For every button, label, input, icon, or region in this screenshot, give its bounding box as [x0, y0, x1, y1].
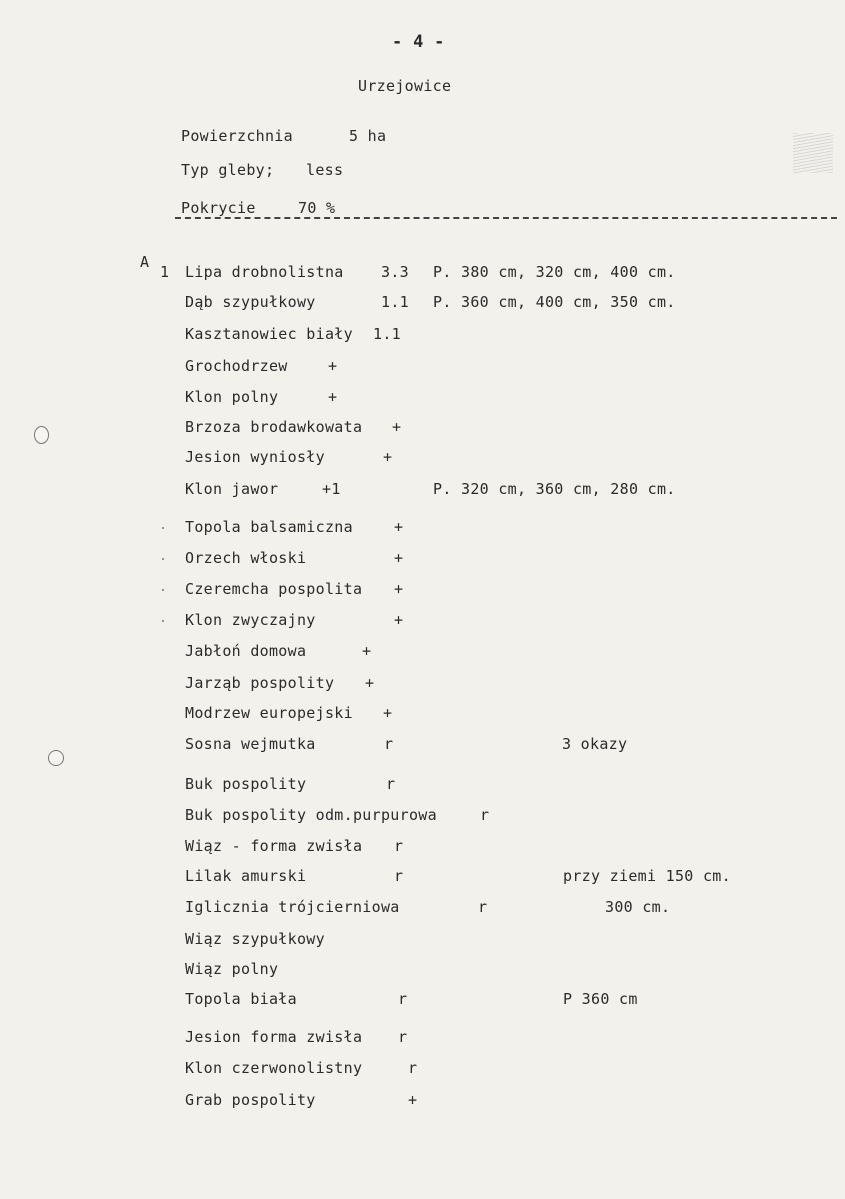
species-name: Iglicznia trójcierniowa: [185, 898, 400, 916]
species-cover: 1.1: [373, 325, 401, 343]
species-name: Modrzew europejski: [185, 704, 353, 722]
species-name: Wiąz polny: [185, 960, 279, 978]
soil-label: Typ gleby;: [181, 161, 275, 179]
species-name: Wiąz - forma zwisła: [185, 837, 363, 855]
species-cover: +1: [322, 480, 341, 498]
species-note: 300 cm.: [605, 898, 671, 916]
soil-value: less: [306, 161, 344, 179]
species-name: Jesion wyniosły: [185, 448, 325, 466]
species-name: Sosna wejmutka: [185, 735, 316, 753]
species-cover: +: [365, 674, 375, 692]
species-name: Buk pospolity odm.purpurowa: [185, 806, 437, 824]
species-note: 3 okazy: [562, 735, 628, 753]
section-number: 1: [160, 263, 170, 281]
species-note: P 360 cm: [563, 990, 638, 1008]
species-name: Jabłoń domowa: [185, 642, 307, 660]
punch-hole-lower: [48, 750, 64, 766]
species-name: Lilak amurski: [185, 867, 307, 885]
species-cover: +: [394, 580, 404, 598]
species-name: Klon zwyczajny: [185, 611, 316, 629]
species-name: Kasztanowiec biały: [185, 325, 353, 343]
page-number: - 4 -: [392, 32, 445, 52]
species-name: Lipa drobnolistna: [185, 263, 344, 281]
species-name: Topola balsamiczna: [185, 518, 353, 536]
punch-hole-upper: [34, 426, 49, 444]
species-name: Klon polny: [185, 388, 279, 406]
species-measurements: P. 380 cm, 320 cm, 400 cm.: [433, 263, 676, 281]
species-name: Jarząb pospolity: [185, 674, 335, 692]
species-name: Wiąz szypułkowy: [185, 930, 325, 948]
species-name: Czeremcha pospolita: [185, 580, 363, 598]
species-cover: 3.3: [381, 263, 409, 281]
page-title: Urzejowice: [358, 77, 452, 95]
cover-label: Pokrycie: [181, 199, 256, 217]
species-cover: +: [394, 518, 404, 536]
species-name: Topola biała: [185, 990, 297, 1008]
species-name: Grochodrzew: [185, 357, 288, 375]
species-name: Buk pospolity: [185, 775, 307, 793]
species-cover: r: [478, 898, 488, 916]
species-cover: r: [398, 1028, 408, 1046]
species-cover: +: [328, 357, 338, 375]
paper-smudge: [793, 133, 833, 173]
margin-dot: [162, 558, 164, 560]
species-measurements: P. 360 cm, 400 cm, 350 cm.: [433, 293, 676, 311]
species-cover: 1.1: [381, 293, 409, 311]
species-name: Grab pospolity: [185, 1091, 316, 1109]
species-cover: r: [408, 1059, 418, 1077]
species-cover: +: [383, 704, 393, 722]
species-cover: r: [394, 837, 404, 855]
area-label: Powierzchnia: [181, 127, 293, 145]
species-cover: +: [362, 642, 372, 660]
species-cover: r: [398, 990, 408, 1008]
species-name: Klon jawor: [185, 480, 279, 498]
species-cover: +: [328, 388, 338, 406]
species-note: przy ziemi 150 cm.: [563, 867, 731, 885]
area-value: 5 ha: [349, 127, 387, 145]
species-cover: +: [394, 611, 404, 629]
species-cover: +: [392, 418, 402, 436]
species-cover: +: [394, 549, 404, 567]
species-measurements: P. 320 cm, 360 cm, 280 cm.: [433, 480, 676, 498]
header-divider: [175, 217, 837, 219]
species-cover: r: [386, 775, 396, 793]
species-cover: r: [394, 867, 404, 885]
species-name: Klon czerwonolistny: [185, 1059, 363, 1077]
species-name: Jesion forma zwisła: [185, 1028, 363, 1046]
species-name: Orzech włoski: [185, 549, 307, 567]
margin-dot: [162, 620, 164, 622]
margin-dot: [162, 527, 164, 529]
section-letter: A: [140, 253, 150, 271]
species-cover: r: [384, 735, 394, 753]
margin-dot: [162, 589, 164, 591]
species-cover: +: [383, 448, 393, 466]
species-name: Dąb szypułkowy: [185, 293, 316, 311]
cover-value: 70 %: [298, 199, 336, 217]
species-cover: +: [408, 1091, 418, 1109]
species-name: Brzoza brodawkowata: [185, 418, 363, 436]
species-cover: r: [480, 806, 490, 824]
